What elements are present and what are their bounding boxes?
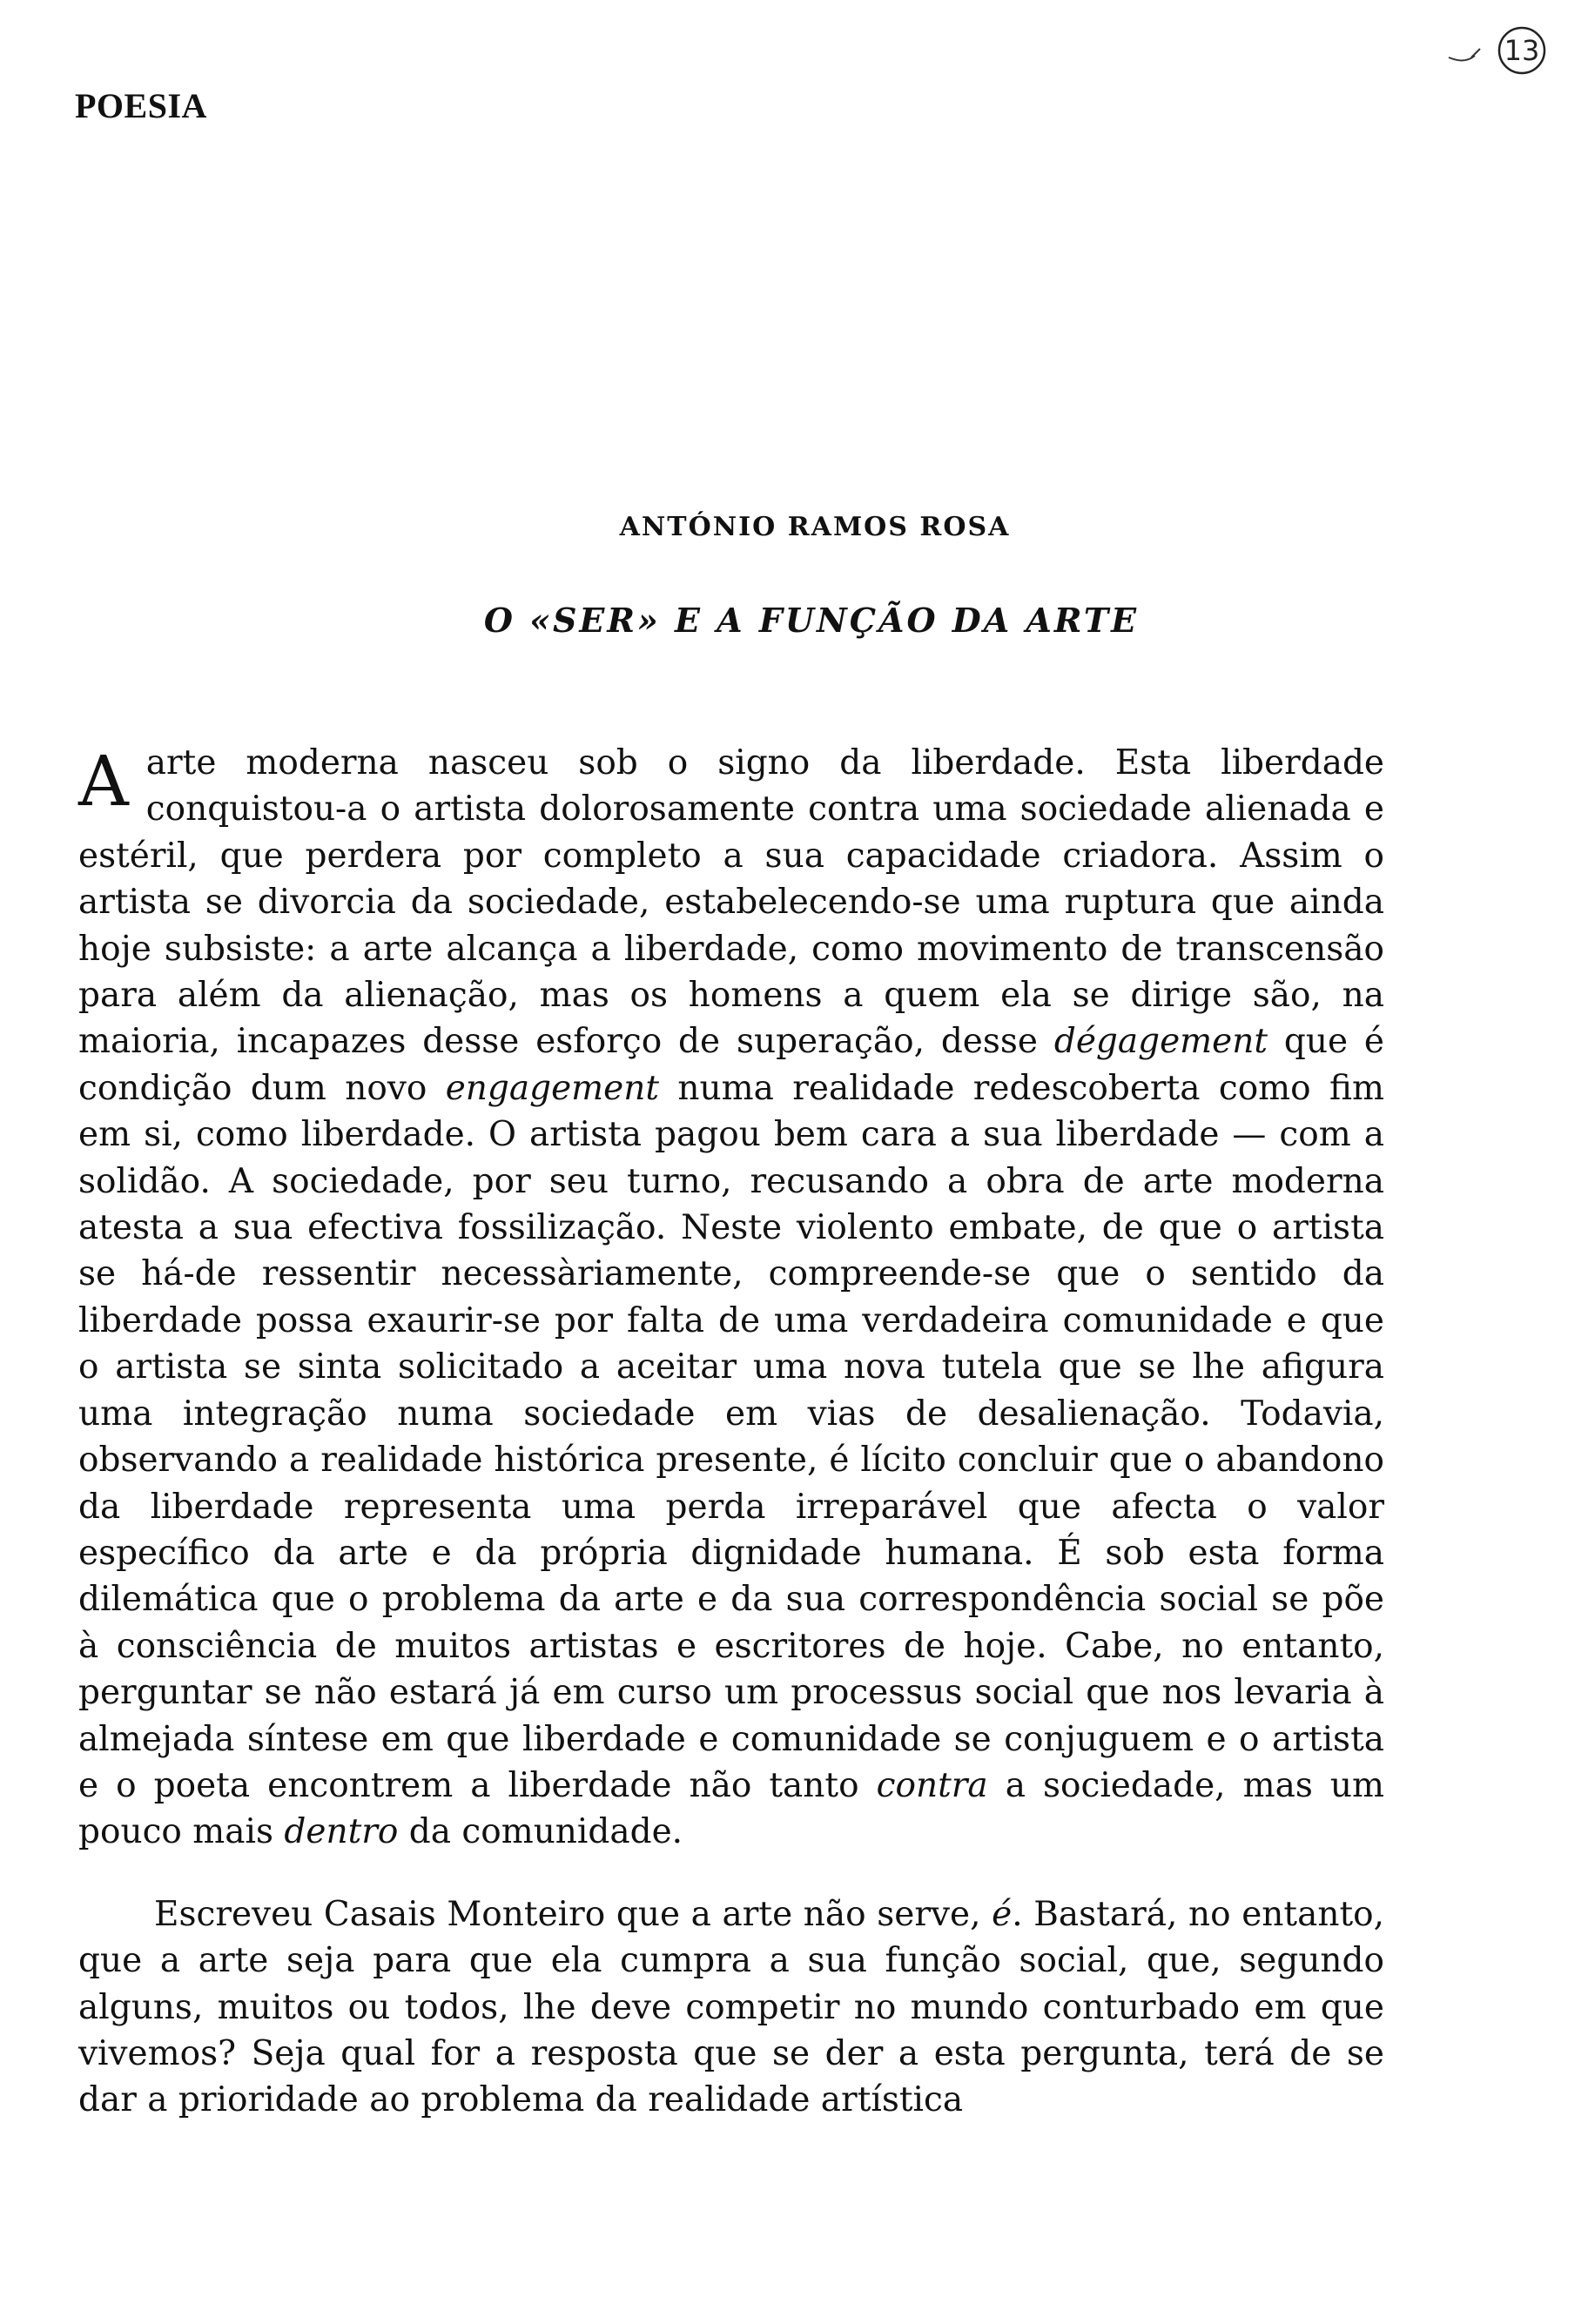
article-body — [78, 740, 1384, 2124]
text-run: numa realidade redescoberta como fim em si, como liberdade. O artista pagou bem cara a sua liberdade — com a solidão. A sociedade, por seu turno, recusando a obra de arte moderna atesta a sua efectiva fossilização. Neste violento embate, de que o artista se há-de ressentir necessàriamente, compreende-se que o sentido da liberdade possa exaurir-se por falta de uma verdadeira comunidade e que o artista se sinta solicitado a aceitar uma nova tutela que se lhe afigura uma integração numa sociedade em vias de desalienação. Todavia, observando a realidade histórica presente, é lícito concluir que o abandono da liberdade representa uma perda irreparável que afecta o valor específico da arte e da própria dignidade humana. É sob esta forma dilemática que o problema da arte e da sua correspondência social se põe à consciência de muitos artistas e escritores de hoje. Cabe, no entanto, perguntar se não estará já em curso um processus social que nos levaria à almejada síntese em que liberdade e comunidade se conjuguem e o artista e o poeta encontrem a liberdade não tanto — [78, 1068, 1384, 1805]
handwritten-folio-mark — [1445, 17, 1550, 78]
text-run: Escreveu Casais Monteiro que a arte não serve, — [154, 1894, 992, 1934]
emphasis: é — [992, 1894, 1013, 1934]
article-title: O «SER» E A FUNÇÃO DA ARTE — [483, 601, 1140, 640]
emphasis: dégagement — [1053, 1022, 1268, 1062]
text-run: Aarte moderna nasceu sob o signo da liberdade. Esta liberdade conquistou-a o artista dolorosamente contra uma sociedade alienada e estéril, que perdera por completo a sua capacidade criadora. Assim o artista se divorcia da sociedade, estabelecendo-se uma ruptura que ainda hoje subsiste: a arte alcança a liberdade, como movimento de transcensão para além da alienação, mas os homens a quem ela se dirige são, na maioria, incapazes desse esforço de superação, desse — [78, 741, 1384, 1062]
text-run: a sociedade, mas um pouco mais — [78, 1765, 1384, 1852]
folio-number: 13 — [1504, 34, 1540, 67]
emphasis: contra — [876, 1765, 988, 1805]
emphasis: engagement — [445, 1068, 660, 1108]
body-paragraph — [78, 740, 1384, 1856]
body-paragraph — [78, 1891, 1384, 2124]
text-run: da comunidade. — [398, 1812, 683, 1852]
article-author: ANTÓNIO RAMOS ROSA — [619, 512, 1011, 542]
section-label: POESIA — [75, 86, 207, 125]
text-run: que é condição dum novo — [78, 1022, 1384, 1108]
emphasis: dentro — [284, 1812, 399, 1852]
text-run: . Bastará, no entanto, que a arte seja para que ela cumpra a sua função social, que, segundo alguns, muitos ou todos, lhe deve competir no mundo conturbado em que vivemos? Seja qual for a resposta que se der a esta pergunta, terá de se dar a prioridade ao problema da realidade artística — [78, 1894, 1384, 2120]
